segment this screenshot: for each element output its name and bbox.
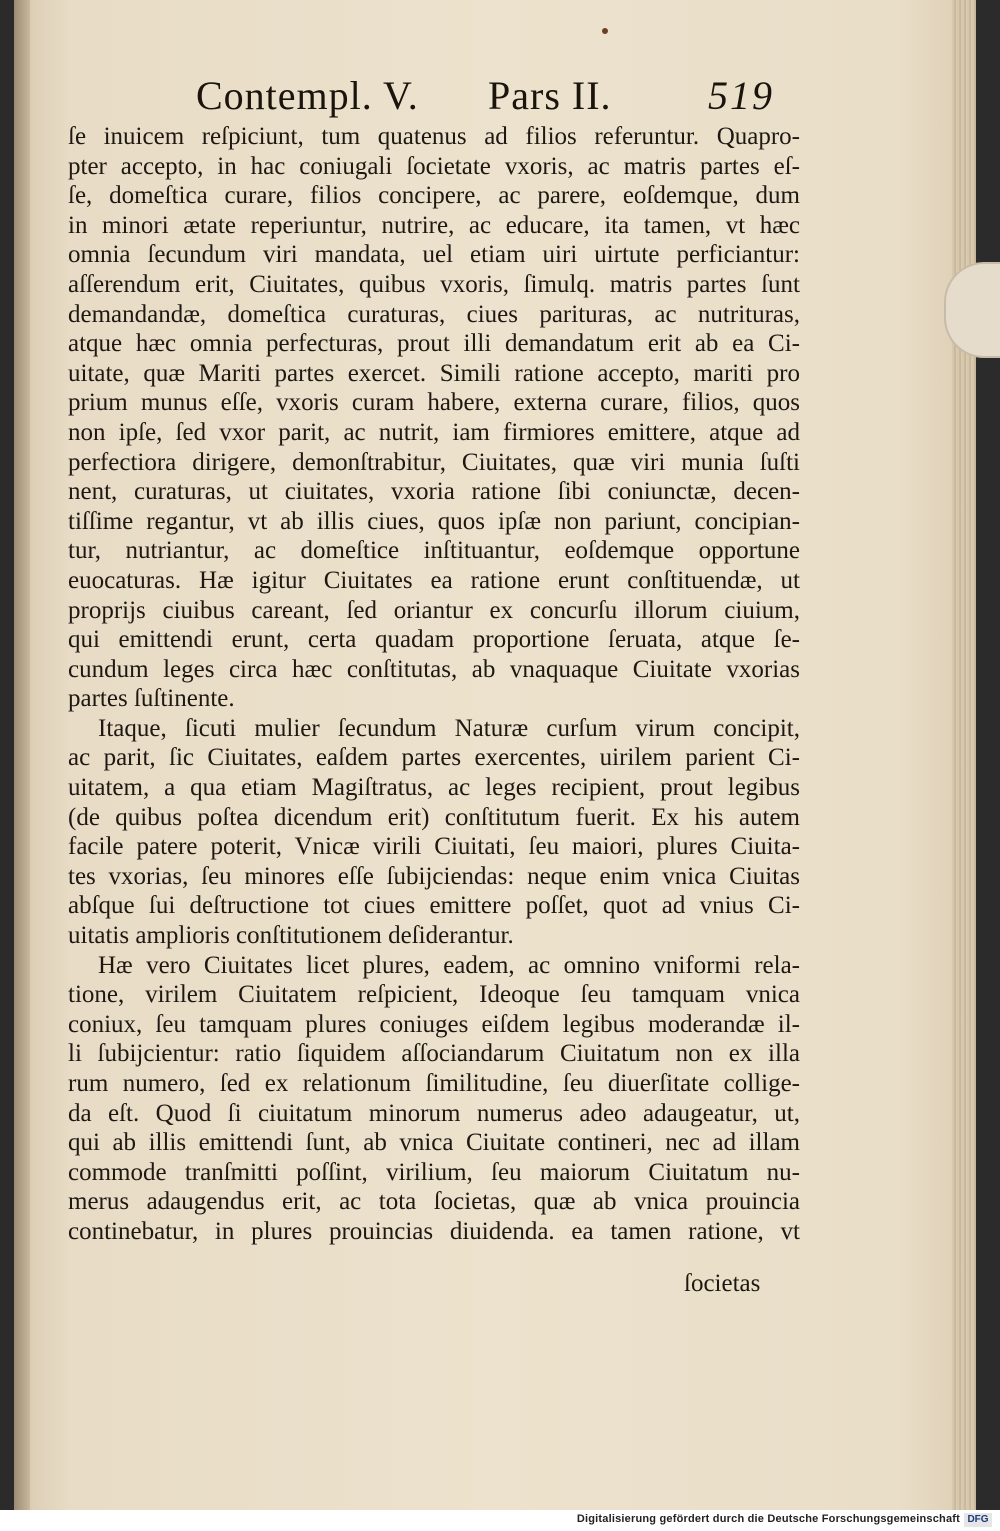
- catchword: ſocietas: [684, 1270, 761, 1297]
- text-line: rum numero, ſed ex relationum ſimilitudine, ſeu diuerſitate collige-: [68, 1070, 800, 1097]
- text-line: euocaturas. Hæ igitur Ciuitates ea ratione erunt conſtituendæ, ut: [68, 566, 800, 594]
- text-line: tes vxorias, ſeu minores eſſe ſubijciendas: neque enim vnica Ciuitas: [68, 862, 800, 890]
- text-line: li ſubijcientur: ratio ſiquidem aſſociandarum Ciuitatum non ex illa: [68, 1040, 800, 1068]
- dfg-logo: DFG: [964, 1513, 992, 1527]
- text-line: qui ab illis emittendi ſunt, ab vnica Ciuitate contineri, nec ad illam: [68, 1129, 800, 1157]
- text-line: uitatem, a qua etiam Magiſtratus, ac leges recipient, prout legibus: [68, 774, 800, 802]
- text-line: perfectiora dirigere, demonſtrabitur, Ciuitates, quæ viri munia ſuſti: [68, 448, 800, 476]
- adjacent-page-bleed: [16, 170, 32, 1320]
- body-text: [68, 122, 800, 1247]
- text-line: abſque ſui deſtructione tot ciues emittere poſſet, quot ad vnius Ci-: [68, 892, 800, 920]
- text-line: aſſerendum erit, Ciuitates, quibus vxoris, ſimulq. matris partes ſunt: [68, 270, 800, 298]
- text-line: nent, curaturas, ut ciuitates, vxoria ratione ſibi coniunctæ, decen-: [68, 478, 800, 506]
- text-line: ſe inuicem reſpiciunt, tum quatenus ad filios referuntur. Quapro-: [68, 123, 800, 150]
- running-head-title: Contempl. V.: [196, 73, 419, 118]
- text-line: ac parit, ſic Ciuitates, eaſdem partes exercentes, uirilem parient Ci-: [68, 744, 800, 772]
- text-line: cundum leges circa hæc conſtitutas, ab vnaquaque Ciuitate vxorias: [68, 655, 800, 683]
- text-line: in minori ætate reperiuntur, nutrire, ac educare, ita tamen, vt hæc: [68, 211, 800, 239]
- text-line: merus adaugendus erit, ac tota ſocietas, quæ ab vnica prouincia: [68, 1188, 800, 1216]
- text-line: partes ſuſtinente.: [68, 685, 235, 713]
- page-number: 519: [708, 73, 774, 118]
- text-line: omnia ſecundum viri mandata, uel etiam uiri uirtute perficiantur:: [68, 241, 800, 269]
- text-line: da eſt. Quod ſi ciuitatum minorum numerus adeo adaugeatur, ut,: [68, 1099, 800, 1127]
- text-line: proprijs ciuibus careant, ſed oriantur ex concurſu illorum ciuium,: [68, 596, 800, 624]
- text-line: (de quibus poſtea dicendum erit) conſtitutum fuerit. Ex his autem: [68, 803, 800, 831]
- text-line: commode tranſmitti poſſint, virilium, ſeu maiorum Ciuitatum nu-: [68, 1158, 800, 1186]
- text-line: qui emittendi erunt, certa quadam proportione ſeruata, atque ſe-: [68, 626, 800, 654]
- text-line: continebatur, in plures prouincias diuidenda. ea tamen ratione, vt: [68, 1217, 800, 1245]
- text-line: tiſſime regantur, vt ab illis ciues, quos ipſæ non pariunt, concipian-: [68, 507, 800, 535]
- text-line: tur, nutriantur, ac domeſtice inſtituantur, eoſdemque opportune: [68, 537, 800, 565]
- text-line: ſe, domeſtica curare, filios concipere, ac parere, eoſdemque, dum: [68, 182, 800, 210]
- text-line: pter accepto, in hac coniugali ſocietate vxoris, ac matris partes eſ-: [68, 152, 800, 180]
- page-edge: [952, 0, 976, 1510]
- text-line: prium munus eſſe, vxoris curam habere, externa curare, filios, quos: [68, 389, 800, 417]
- text-line: Hæ vero Ciuitates licet plures, eadem, ac omnino vniformi rela-: [98, 951, 800, 979]
- footer-bar: [0, 1510, 1000, 1531]
- text-line: uitate, quæ Mariti partes exercet. Simili ratione accepto, mariti pro: [68, 359, 800, 387]
- text-line: uitatis amplioris conſtitutionem deſiderantur.: [68, 922, 514, 950]
- running-head-part: Pars II.: [488, 73, 612, 118]
- ink-spot: [602, 28, 608, 34]
- funding-notice: Digitalisierung gefördert durch die Deutsche Forschungsgemeinschaft: [576, 1513, 960, 1525]
- text-line: coniux, ſeu tamquam plures coniuges eiſdem legibus moderandæ il-: [68, 1010, 800, 1038]
- text-line: atque hæc omnia perfecturas, prout illi demandatum erit ab ea Ci-: [68, 330, 800, 358]
- text-line: Itaque, ſicuti mulier ſecundum Naturæ curſum virum concipit,: [98, 714, 800, 742]
- text-line: demandandæ, domeſtica curaturas, ciues parituras, ac nutrituras,: [68, 300, 800, 328]
- text-line: facile patere poterit, Vnicæ virili Ciuitati, ſeu maiori, plures Ciuita-: [68, 833, 800, 861]
- text-line: non ipſe, ſed vxor parit, ac nutrit, iam firmiores emittere, atque ad: [68, 418, 800, 446]
- text-line: tione, virilem Ciuitatem reſpicient, Ideoque ſeu tamquam vnica: [68, 981, 800, 1009]
- page-tab: [944, 262, 1000, 358]
